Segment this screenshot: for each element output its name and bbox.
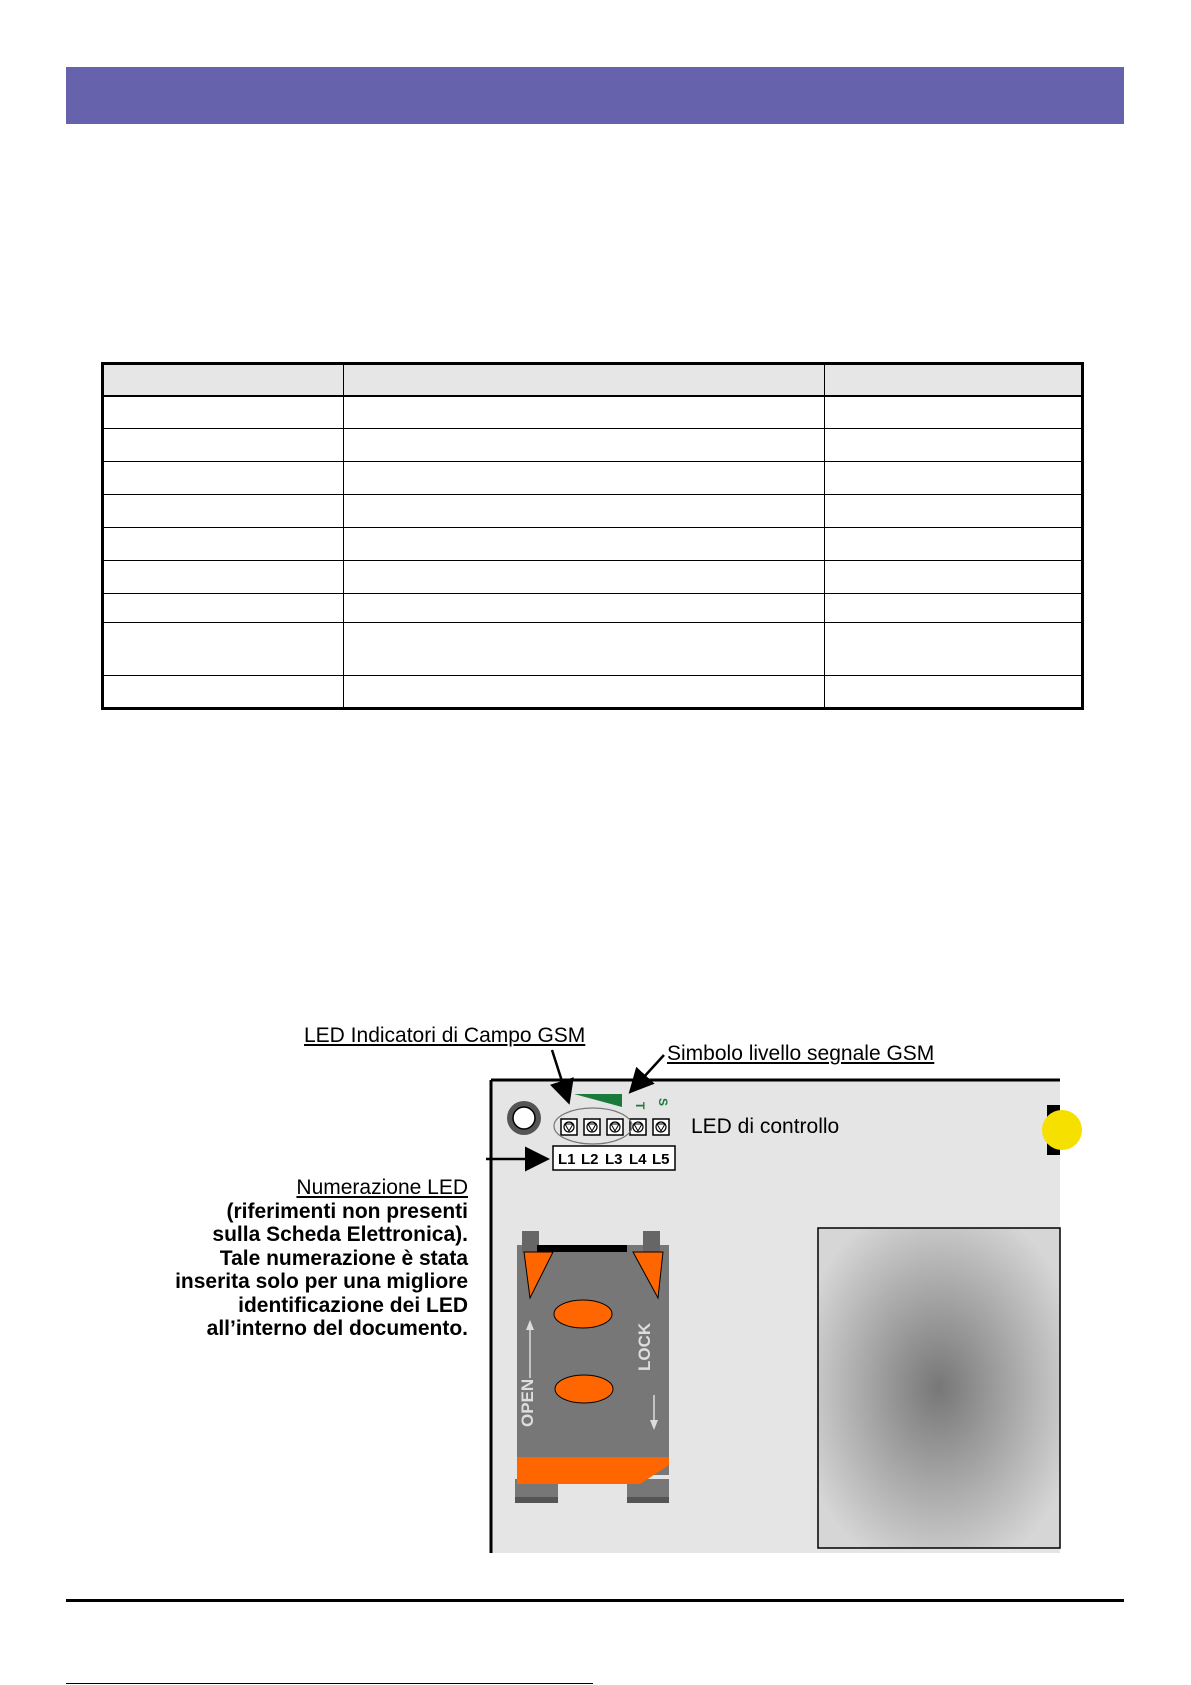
led-field-indicators-label: LED Indicatori di Campo GSM	[304, 1024, 586, 1047]
page-bottom-line	[66, 1683, 593, 1684]
led-numbering-title: Numerazione LED	[296, 1176, 468, 1199]
control-leds-label: LED di controllo	[691, 1115, 840, 1138]
led-3-icon	[607, 1119, 623, 1135]
led-label-l3: L3	[605, 1151, 623, 1168]
led-label-l4: L4	[629, 1151, 647, 1168]
led-5-icon	[653, 1119, 669, 1135]
gsm-signal-symbol-label: Simbolo livello segnale GSM	[667, 1042, 935, 1065]
footer-line	[66, 1599, 1124, 1602]
led-2-icon	[584, 1119, 600, 1135]
led-1-icon	[561, 1119, 577, 1135]
sim-holder	[515, 1231, 669, 1503]
note-line: (riferimenti non presenti	[226, 1199, 468, 1223]
sim-open-label: OPEN	[518, 1378, 537, 1427]
board-letter-t: T	[633, 1102, 647, 1110]
gsm-module-chip	[818, 1228, 1060, 1548]
note-line: inserita solo per una migliore	[175, 1270, 468, 1293]
note-line: identificazione dei LED	[238, 1293, 468, 1317]
led-label-l5: L5	[652, 1151, 670, 1168]
note-line: all’interno del documento.	[206, 1317, 468, 1340]
led-label-l1: L1	[558, 1151, 576, 1168]
led-label-l2: L2	[581, 1151, 599, 1168]
board-letter-s: S	[656, 1098, 670, 1107]
note-line: sulla Scheda Elettronica).	[212, 1223, 468, 1246]
led-row	[561, 1119, 669, 1135]
note-line: Tale numerazione è stata	[219, 1246, 468, 1270]
sim-lock-label: LOCK	[635, 1322, 654, 1371]
sim-contact-top	[554, 1300, 612, 1328]
sim-contact-bottom	[555, 1375, 613, 1403]
